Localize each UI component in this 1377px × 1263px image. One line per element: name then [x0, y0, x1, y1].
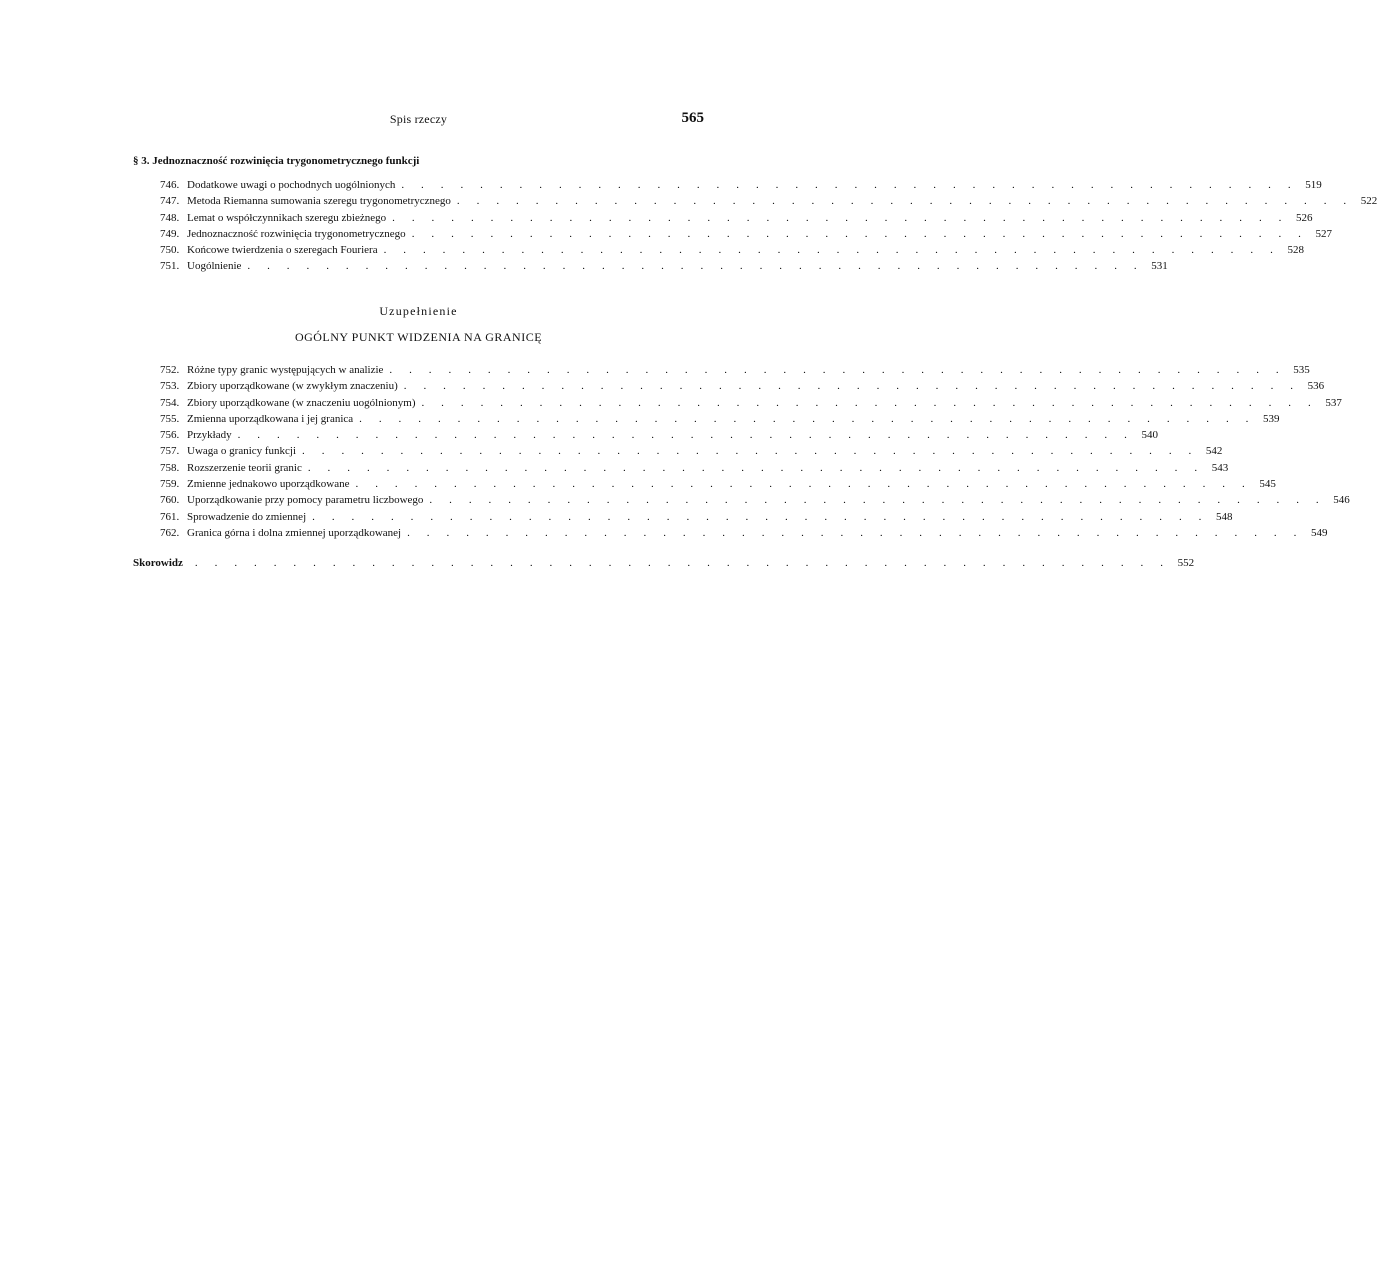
entry-title: Zmienna uporządkowana i jej granica	[187, 412, 354, 425]
entry-page: 535	[1293, 364, 1310, 376]
entry-number: 760.	[160, 494, 180, 507]
toc-entry[interactable]	[160, 179, 1322, 195]
dot-leader: . . . . . . . . . . . . . . . . . . . . . . . . . . . . . . . . . . . . . . . . . . . . . .	[302, 445, 1199, 458]
entry-page: 545	[1259, 478, 1276, 491]
dot-leader: . . . . . . . . . . . . . . . . . . . . . . . . . . . . . . . . . . . . . . . . . . . . . .	[383, 244, 1280, 257]
entry-title: Dodatkowe uwagi o pochodnych uogólnionych	[187, 179, 396, 191]
toc-entry[interactable]	[160, 526, 1328, 543]
entry-number: 759.	[160, 478, 180, 491]
entry-title: Końcowe twierdzenia o szeregach Fouriera	[187, 244, 378, 257]
index-page: 552	[1177, 557, 1195, 569]
toc-entry[interactable]	[160, 412, 1280, 429]
entry-number: 747.	[160, 195, 180, 208]
entry-page: 543	[1211, 461, 1229, 474]
dot-leader: . . . . . . . . . . . . . . . . . . . . . . . . . . . . . . . . . . . . . . . . . . . . . .	[392, 211, 1289, 224]
toc-entry[interactable]	[160, 195, 1377, 211]
entry-page: 519	[1305, 179, 1322, 191]
toc-entry[interactable]	[160, 227, 1333, 244]
entry-page: 531	[1151, 260, 1168, 273]
entry-page: 542	[1205, 445, 1223, 458]
entry-page: 548	[1216, 510, 1233, 523]
toc-entry[interactable]	[160, 445, 1223, 461]
entry-title: Lemat o współczynnikach szeregu zbieżnego	[187, 211, 387, 224]
entry-page: 527	[1315, 227, 1333, 240]
entry-number: 753.	[160, 380, 180, 393]
toc-list-section-3	[160, 179, 1377, 277]
entry-page: 536	[1307, 380, 1325, 393]
dot-leader: . . . . . . . . . . . . . . . . . . . . . . . . . . . . . . . . . . . . . . . . . . . . . .	[403, 380, 1301, 393]
dot-leader: . . . . . . . . . . . . . . . . . . . . . . . . . . . . . . . . . . . . . . . . . . . . . .	[359, 412, 1256, 425]
entry-number: 748.	[160, 211, 180, 224]
entry-title: Jednoznaczność rozwinięcia trygonometrycznego	[187, 227, 406, 240]
entry-title: Rozszerzenie teorii granic	[187, 461, 302, 474]
entry-title: Uogólnienie	[187, 260, 242, 273]
dot-leader: . . . . . . . . . . . . . . . . . . . . . . . . . . . . . . . . . . . . . . . . . . . . . .	[411, 227, 1309, 240]
entry-title: Zbiory uporządkowane (w zwykłym znaczeniu)	[187, 380, 398, 393]
supplement-label: Uzupełnienie	[379, 304, 458, 318]
entry-number: 754.	[160, 396, 180, 409]
page-header	[133, 110, 704, 130]
entry-number: 761.	[160, 510, 180, 523]
entry-page: 540	[1141, 429, 1158, 442]
entry-number: 752.	[160, 364, 180, 376]
entry-number: 762.	[160, 526, 180, 539]
entry-title: Granica górna i dolna zmiennej uporządkowanej	[187, 526, 402, 539]
toc-entry[interactable]	[160, 396, 1342, 413]
entry-title: Metoda Riemanna sumowania szeregu trygonometrycznego	[187, 195, 451, 208]
dot-leader: . . . . . . . . . . . . . . . . . . . . . . . . . . . . . . . . . . . . . . . . . . . . . .	[407, 526, 1304, 539]
dot-leader: . . . . . . . . . . . . . . . . . . . . . . . . . . . . . . . . . . . . . . . . . . . . . . . . . .	[194, 557, 1171, 569]
dot-leader: . . . . . . . . . . . . . . . . . . . . . . . . . . . . . . . . . . . . . . . . . . . . . .	[421, 396, 1318, 409]
entry-title: Różne typy granic występujących w analizie	[187, 364, 384, 376]
entry-page: 526	[1296, 211, 1313, 224]
entry-number: 749.	[160, 227, 180, 240]
supplement-title: OGÓLNY PUNKT WIDZENIA NA GRANICĘ	[294, 330, 543, 344]
dot-leader: . . . . . . . . . . . . . . . . . . . . . . . . . . . . . . . . . . . . . . . . . . . . . .	[456, 195, 1354, 208]
toc-list-supplement	[160, 364, 1350, 543]
entry-title: Uporządkowanie przy pomocy parametru liczbowego	[187, 494, 424, 507]
toc-entry[interactable]	[160, 478, 1276, 494]
toc-entry[interactable]	[160, 510, 1233, 527]
entry-page: 522	[1360, 195, 1377, 208]
toc-entry[interactable]	[160, 380, 1325, 396]
entry-number: 750.	[160, 244, 180, 257]
toc-entry[interactable]	[160, 429, 1158, 445]
toc-entry[interactable]	[160, 494, 1350, 510]
dot-leader: . . . . . . . . . . . . . . . . . . . . . . . . . . . . . . . . . . . . . . . . . . . . . .	[401, 179, 1298, 191]
entry-number: 751.	[160, 260, 180, 273]
entry-page: 546	[1333, 494, 1350, 507]
entry-number: 756.	[160, 429, 180, 442]
toc-entry[interactable]	[160, 211, 1313, 228]
entry-title: Przykłady	[187, 429, 232, 442]
dot-leader: . . . . . . . . . . . . . . . . . . . . . . . . . . . . . . . . . . . . . . . . . . . . . .	[312, 510, 1209, 523]
index-entry[interactable]	[133, 557, 1195, 569]
toc-entry[interactable]	[160, 244, 1304, 260]
dot-leader: . . . . . . . . . . . . . . . . . . . . . . . . . . . . . . . . . . . . . . . . . . . . . .	[247, 260, 1144, 273]
toc-entry[interactable]	[160, 461, 1229, 478]
entry-page: 539	[1263, 412, 1280, 425]
entry-number: 755.	[160, 412, 180, 425]
entry-title: Zmienne jednakowo uporządkowane	[187, 478, 350, 491]
entry-page: 549	[1310, 526, 1328, 539]
entry-page: 528	[1287, 244, 1304, 257]
dot-leader: . . . . . . . . . . . . . . . . . . . . . . . . . . . . . . . . . . . . . . . . . . . . . .	[307, 461, 1205, 474]
section-heading: § 3. Jednoznaczność rozwinięcia trygonometrycznego funkcji	[133, 155, 420, 167]
entry-number: 746.	[160, 179, 180, 191]
entry-title: Sprowadzenie do zmiennej	[187, 510, 307, 523]
dot-leader: . . . . . . . . . . . . . . . . . . . . . . . . . . . . . . . . . . . . . . . . . . . . . .	[389, 364, 1286, 376]
toc-entry[interactable]	[160, 364, 1310, 380]
entry-title: Zbiory uporządkowane (w znaczeniu uogólnionym)	[187, 396, 416, 409]
entry-number: 757.	[160, 445, 180, 458]
entry-number: 758.	[160, 461, 180, 474]
dot-leader: . . . . . . . . . . . . . . . . . . . . . . . . . . . . . . . . . . . . . . . . . . . . . .	[355, 478, 1252, 491]
running-title: Spis rzeczy	[389, 112, 448, 126]
dot-leader: . . . . . . . . . . . . . . . . . . . . . . . . . . . . . . . . . . . . . . . . . . . . . .	[429, 494, 1326, 507]
index-title: Skorowidz	[133, 557, 183, 569]
toc-entry[interactable]	[160, 260, 1168, 276]
dot-leader: . . . . . . . . . . . . . . . . . . . . . . . . . . . . . . . . . . . . . . . . . . . . . .	[237, 429, 1134, 442]
entry-page: 537	[1325, 396, 1342, 409]
page-number: 565	[681, 110, 704, 126]
entry-title: Uwaga o granicy funkcji	[187, 445, 297, 458]
